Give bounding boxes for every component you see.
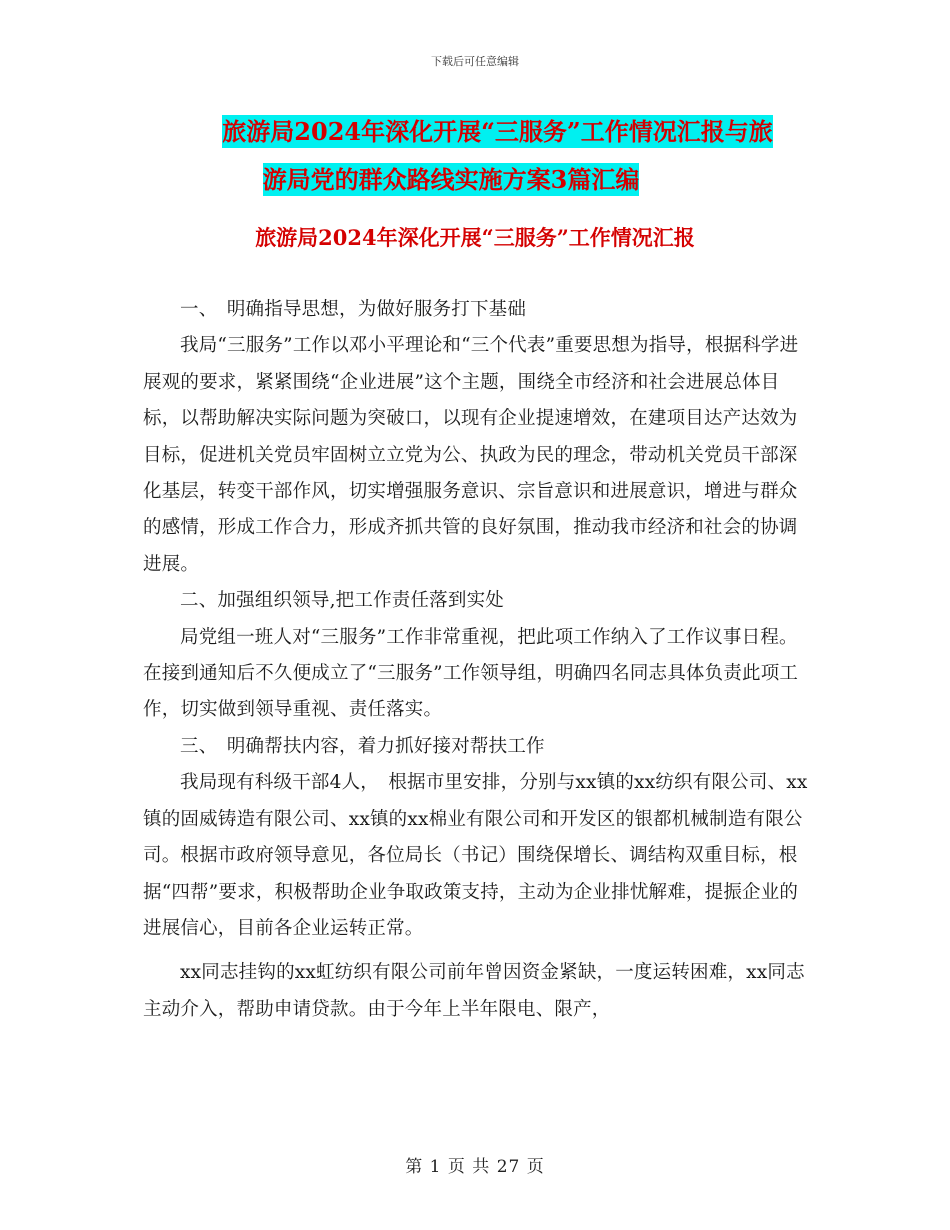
heading-1: 一、 明确指导思想，为做好服务打下基础 — [180, 299, 527, 320]
header-note: 下载后可任意编辑 — [431, 55, 519, 68]
document-body — [143, 292, 811, 1028]
section-title: 旅游局2024年深化开展“三服务”工作情况汇报 — [255, 225, 695, 250]
heading-3: 三、 明确帮扶内容，着力抓好接对帮扶工作 — [180, 735, 545, 757]
heading-2: 二、加强组织领导,把工作责任落到实处 — [180, 590, 504, 612]
paragraph-4: xx同志挂钩的xx虹纺织有限公司前年曾因资金紧缺，一度运转困难，xx同志主动介入，帮助申请贷款。由于今年上半年限电、限产， — [143, 962, 805, 1020]
main-title-line-1-text: 旅游局2024年深化开展“三服务”工作情况汇报与旅 — [222, 117, 773, 146]
main-title-line-2-text: 游局党的群众路线实施方案3篇汇编 — [262, 165, 640, 194]
main-title-line-2 — [0, 156, 950, 204]
paragraph-1: 我局“三服务”工作以邓小平理论和“三个代表”重要思想为指导，根据科学进展观的要求，紧紧围绕“企业进展”这个主题，围绕全市经济和社会进展总体目标，以帮助解决实际问题为突破口，以现有企业提速增效，在建项目达产达效为目标，促进机关党员牢固树立立党为公、执政为民的理念，带动机关党员干部深化基层，转变干部作风，切实增强服务意识、宗旨意识和进展意识，增进与群众的感情，形成工作合力，形成齐抓共管的良好氛围，推动我市经济和社会的协调进展。 — [143, 335, 799, 575]
main-title — [0, 108, 950, 204]
main-title-line-1 — [0, 108, 950, 156]
paragraph-2: 局党组一班人对“三服务”工作非常重视，把此项工作纳入了工作议事日程。在接到通知后不久便成立了“三服务”工作领导组，明确四名同志具体负责此项工作，切实做到领导重视、责任落实。 — [143, 626, 799, 721]
paragraph-3: 我局现有科级干部4人， 根据市里安排，分别与xx镇的xx纺织有限公司、xx镇的固威铸造有限公司、xx镇的xx棉业有限公司和开发区的银都机械制造有限公司。根据市政府领导意见，各位局长（书记）围绕保增长、调结构双重目标，根据“四帮”要求，积极帮助企业争取政策支持，主动为企业排忧解难，提振企业的进展信心，目前各企业运转正常。 — [143, 772, 808, 939]
page-footer: 第 1 页 共 27 页 — [405, 1157, 545, 1177]
